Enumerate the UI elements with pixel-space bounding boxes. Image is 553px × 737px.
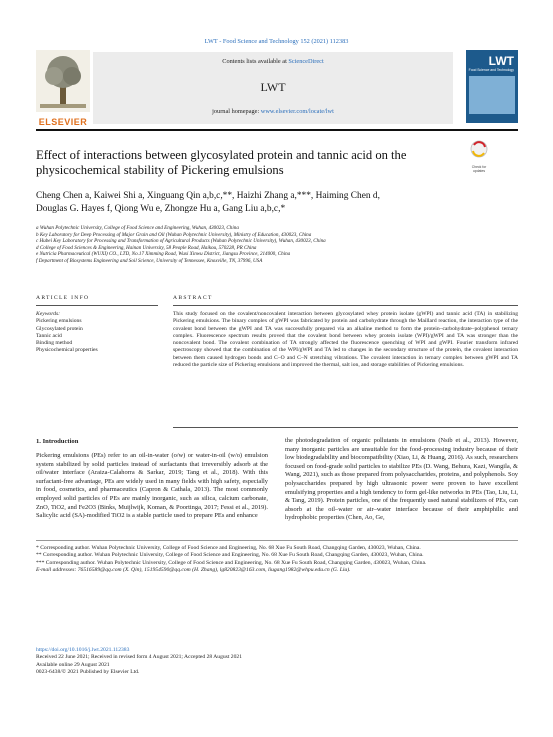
keywords-heading: Keywords: bbox=[36, 311, 61, 317]
email-addresses[interactable]: E-mail addresses: 76516589@qq.com (X. Qin), 151954590@qq.com (H. Zhang), lg820823@163.com, liugang1982@whpu.edu.cn (G. Liu). bbox=[36, 566, 351, 573]
footnote-divider bbox=[36, 540, 518, 541]
received-dates: Received 22 June 2021; Received in revised form 4 August 2021; Accepted 28 August 2021 bbox=[36, 654, 242, 661]
affiliation-a: a Wuhan Polytechnic University, College of Food Science and Engineering, Wuhan, 430023, China bbox=[36, 225, 239, 231]
homepage-link[interactable]: www.elsevier.com/locate/lwt bbox=[260, 108, 334, 115]
journal-cover[interactable] bbox=[466, 50, 518, 123]
affiliation-b: b Key Laboratory for Deep Processing of Major Grain and Oil (Wuhan Polytechnic University), Ministry of Education, 430023, China bbox=[36, 231, 312, 238]
elsevier-tree-icon bbox=[36, 50, 90, 112]
affiliation-d: d College of Food Sciences & Engineering, Hainan University, 58 People Road, Haikou, 570228, PR China bbox=[36, 244, 257, 251]
introduction-heading: 1. Introduction bbox=[36, 438, 79, 445]
keyword-item: Binding method bbox=[36, 340, 73, 347]
homepage-line: journal homepage: www.elsevier.com/locate/lwt bbox=[212, 108, 334, 115]
abstract-bottom-rule bbox=[173, 427, 518, 428]
journal-reference[interactable]: LWT - Food Science and Technology 152 (2021) 112383 bbox=[204, 38, 349, 45]
check-updates-icon bbox=[466, 140, 492, 160]
contents-line: Contents lists available at ScienceDirect bbox=[222, 58, 324, 65]
journal-title: LWT bbox=[260, 80, 286, 94]
available-online: Available online 29 August 2021 bbox=[36, 661, 110, 668]
intro-column-1: Pickering emulsions (PEs) refer to an oil-in-water (o/w) or water-in-oil (w/o) emulsion system stabilized by solid particles instead of surfactants that irreversibly adsorb at the oil/water interface (Araiza-Calahorra & Sarkar, 2019; Tang et al., 2018). With this surfactant-free advantage, PEs are widely used in many fields with high safety, especially in food, cosmetics, and pharmaceutics (Capron & Cathala, 2013). The most commonly employed solid particles of PEs are mainly inorganic, such as silica, calcium carbonate, ZnO, TiO2, and Fe2O3 (Binks, Muijlwijk, Koman, & Poortinga, 2017; Fessi et al., 2019). Salicylic acid (SA)-modified TiO2 is a stable particle used to prepare PEs and enhance bbox=[36, 452, 268, 520]
cover-subtitle: Food Science and Technology bbox=[468, 68, 514, 72]
footnote-1: * Corresponding author. Wuhan Polytechnic University, College of Food Science and Engineering, No. 68 Xue Fu South Road, Changqing Garden, 430023, Wuhan, China. bbox=[36, 545, 421, 551]
elsevier-logo bbox=[36, 50, 90, 127]
authors-line-2: Douglas G. Hayes f, Qiong Wu e, Zhongze Hu a, Gang Liu a,b,c,* bbox=[36, 204, 286, 214]
cover-image bbox=[469, 76, 515, 114]
keyword-item: Glycosylated protein bbox=[36, 325, 83, 332]
copyright: 0023-6438/© 2021 Published by Elsevier Ltd. bbox=[36, 668, 140, 675]
author-list bbox=[36, 190, 486, 216]
cover-title: LWT bbox=[488, 54, 514, 68]
doi-link[interactable]: https://doi.org/10.1016/j.lwt.2021.112383 bbox=[36, 647, 130, 653]
keyword-item: Physicochemical properties bbox=[36, 347, 98, 354]
check-updates-label: Check for updates bbox=[471, 165, 487, 173]
keywords-block bbox=[36, 311, 156, 355]
publication-info bbox=[36, 647, 336, 676]
abstract-heading: ABSTRACT bbox=[173, 295, 213, 301]
article-info-rule bbox=[36, 305, 158, 306]
sciencedirect-link[interactable]: ScienceDirect bbox=[288, 58, 324, 65]
abstract-rule bbox=[173, 305, 518, 306]
affiliation-f: f Department of Biosystems Engineering and Soil Science, University of Tennessee, Knoxville, TN, 37996, USA bbox=[36, 257, 263, 264]
footnotes bbox=[36, 545, 518, 574]
affiliation-e: e Nutricia Pharmaceutical (WUXI) CO., LTD, No.17 Ximming Road, Wuxi Xinwu District, Jiangsu Province, 214000, China bbox=[36, 251, 291, 258]
keyword-item: Tannic acid bbox=[36, 332, 62, 339]
affiliation-c: c Hubei Key Laboratory for Processing and Transformation of Agricultural Products (Wuhan Polytechnic University), Wuhan, 430023, China bbox=[36, 238, 326, 245]
abstract-text: This study focused on the covalent/noncovalent interaction between glycosylated whey protein isolate (gWPI) and tannic acid (TA) in stabilizing Pickering emulsions. The binary complex of gWPI was fabricated by protein and carbohydrate through the Maillard reaction, the interaction type of the covalent bond between the gWPI and TA was successfully prepared via an alkaline method to form the protein–carbohydrate–polyphenol ternary complex. Fluorescence spectrum results proved that the covalent bond between whey protein isolate (WPI)/gWPI and TA was stronger than the noncovalent bond. The covalent combination of TA strongly affected the fluorescence quenching of WPI and gWPI. Fourier transform infrared spectroscopy showed that the combination of the WPI/gWPI and TA led to changes in the secondary structure of the protein, the covalent interaction between them caused hydrogen bonds and C–O and C–N stretching vibrations. The covalent interaction in ternary complex between gWPI and TA reduced the particle size of Pickering emulsions and improved the thermal, salt ion, and storage stabilities of Pickering emulsions. bbox=[173, 311, 518, 369]
article-title: Effect of interactions between glycosylated protein and tannic acid on the physicochemical stability of Pickering emulsions bbox=[36, 148, 407, 177]
header-divider bbox=[36, 129, 518, 131]
footnote-3: *** Corresponding author. Wuhan Polytechnic University, College of Food Science and Engineering, No. 68 Xue Fu South Road, Changqing Garden, 430023, Wuhan, China. bbox=[36, 559, 427, 566]
authors-line-1: Cheng Chen a, Kaiwei Shi a, Xinguang Qin a,b,c,**, Haizhi Zhang a,***, Haiming Chen d, bbox=[36, 191, 380, 201]
intro-column-2: the photodegradation of organic pollutants in emulsions (Nsib et al., 2013). However, many inorganic particles are unsuitable for the food-processing industry because of their low biodegradability and biocompatibility (Xiao, Li, & Huang, 2016). As such, researchers focused on food-grade solid particles to stabilize PEs (D. Wang, Behura, Kazi, Wangila, & Wang, 2021), such as those prepared from polysaccharides, proteins, and polyphenols. Soy polysaccharides prepared by high ultrasonic power were proven to have excellent emulsifying properties and a high tendency to form gel-like networks in PEs (Tao, Liu, Li, & Tang, 2019). Protein particles, one of the frequently used natural stabilizers of PEs, can absorb at the oil–water or air–water interface because of their amphiphilic and hydrophobic properties (Chen, Ao, Ge, bbox=[285, 437, 518, 522]
check-for-updates-badge[interactable] bbox=[466, 140, 492, 173]
article-info-heading: ARTICLE INFO bbox=[36, 295, 90, 301]
keyword-item: Pickering emulsions bbox=[36, 318, 82, 325]
affiliations bbox=[36, 225, 516, 265]
publisher-name: ELSEVIER bbox=[38, 117, 88, 127]
footnote-2: ** Corresponding author. Wuhan Polytechnic University, College of Food Science and Engineering, No. 68 Xue Fu South Road, Changqing Garden, 430023, Wuhan, China. bbox=[36, 552, 424, 559]
